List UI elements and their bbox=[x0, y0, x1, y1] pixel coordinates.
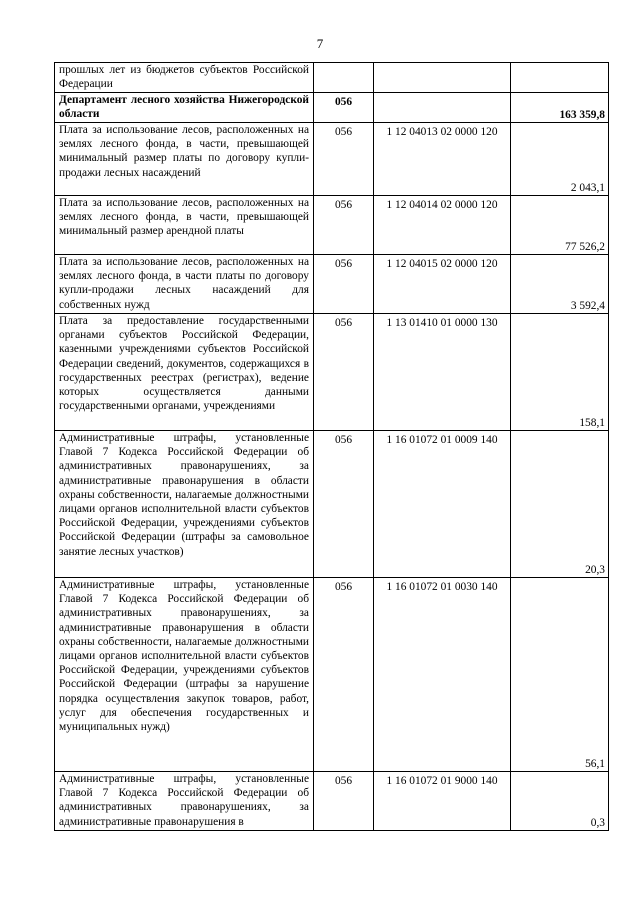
table-row bbox=[55, 255, 609, 314]
table-row bbox=[55, 578, 609, 772]
budget-code: 1 13 01410 01 0000 130 bbox=[374, 314, 511, 431]
admin-code: 056 bbox=[314, 772, 374, 831]
amount: 3 592,4 bbox=[511, 255, 609, 314]
table-row bbox=[55, 772, 609, 831]
admin-code: 056 bbox=[314, 255, 374, 314]
amount: 2 043,1 bbox=[511, 123, 609, 196]
budget-code: 1 16 01072 01 9000 140 bbox=[374, 772, 511, 831]
table-row-department bbox=[55, 93, 609, 123]
budget-code: 1 12 04014 02 0000 120 bbox=[374, 196, 511, 255]
row-description: Плата за предоставление государственными органами субъектов Российской Федерации, казенными учреждениями субъектов Российской Федерации сведений, документов, содержащихся в государственных реестрах (регистрах), ведение которых осуществляется данными государственными органами, учреждениями bbox=[55, 314, 314, 431]
department-total: 163 359,8 bbox=[511, 93, 609, 123]
admin-code: 056 bbox=[314, 123, 374, 196]
amount: 0,3 bbox=[511, 772, 609, 831]
row-description: прошлых лет из бюджетов субъектов Российской Федерации bbox=[55, 63, 314, 93]
table-row bbox=[55, 431, 609, 578]
row-description: Плата за использование лесов, расположенных на землях лесного фонда, в части, превышающей минимальный размер платы по договору купли-продажи лесных насаждений bbox=[55, 123, 314, 196]
revenue-table bbox=[54, 62, 609, 831]
budget-code bbox=[374, 63, 511, 93]
budget-code: 1 16 01072 01 0030 140 bbox=[374, 578, 511, 772]
admin-code: 056 bbox=[314, 314, 374, 431]
row-description: Плата за использование лесов, расположенных на землях лесного фонда, в части, превышающей минимальный размер арендной платы bbox=[55, 196, 314, 255]
budget-code: 1 16 01072 01 0009 140 bbox=[374, 431, 511, 578]
amount: 20,3 bbox=[511, 431, 609, 578]
admin-code: 056 bbox=[314, 196, 374, 255]
amount: 158,1 bbox=[511, 314, 609, 431]
table-row bbox=[55, 123, 609, 196]
budget-code: 1 12 04015 02 0000 120 bbox=[374, 255, 511, 314]
admin-code: 056 bbox=[314, 93, 374, 123]
amount: 56,1 bbox=[511, 578, 609, 772]
budget-code: 1 12 04013 02 0000 120 bbox=[374, 123, 511, 196]
page-number: 7 bbox=[316, 36, 324, 51]
budget-code bbox=[374, 93, 511, 123]
row-description: Административные штрафы, установленные Главой 7 Кодекса Российской Федерации об административных правонарушениях, за административные правонарушения в области охраны собственности, налагаемые должностными лицами органов исполнительной власти субъектов Российской Федерации, учреждениями субъектов Российской Федерации (штрафы за нарушение порядка осуществления закупок товаров, работ, услуг для обеспечения государственных и муниципальных нужд) bbox=[55, 578, 314, 772]
table-row bbox=[55, 314, 609, 431]
table-row bbox=[55, 63, 609, 93]
amount bbox=[511, 63, 609, 93]
department-name: Департамент лесного хозяйства Нижегородской области bbox=[55, 93, 314, 123]
admin-code: 056 bbox=[314, 431, 374, 578]
admin-code: 056 bbox=[314, 578, 374, 772]
row-description: Административные штрафы, установленные Главой 7 Кодекса Российской Федерации об административных правонарушениях, за административные правонарушения в области охраны собственности, налагаемые должностными лицами органов исполнительной власти субъектов Российской Федерации, учреждениями субъектов Российской Федерации (штрафы за самовольное занятие лесных участков) bbox=[55, 431, 314, 578]
amount: 77 526,2 bbox=[511, 196, 609, 255]
row-description: Административные штрафы, установленные Главой 7 Кодекса Российской Федерации об административных правонарушениях, за административные правонарушения в bbox=[55, 772, 314, 831]
table-row bbox=[55, 196, 609, 255]
admin-code bbox=[314, 63, 374, 93]
row-description: Плата за использование лесов, расположенных на землях лесного фонда, в части платы по договору купли-продажи лесных насаждений для собственных нужд bbox=[55, 255, 314, 314]
